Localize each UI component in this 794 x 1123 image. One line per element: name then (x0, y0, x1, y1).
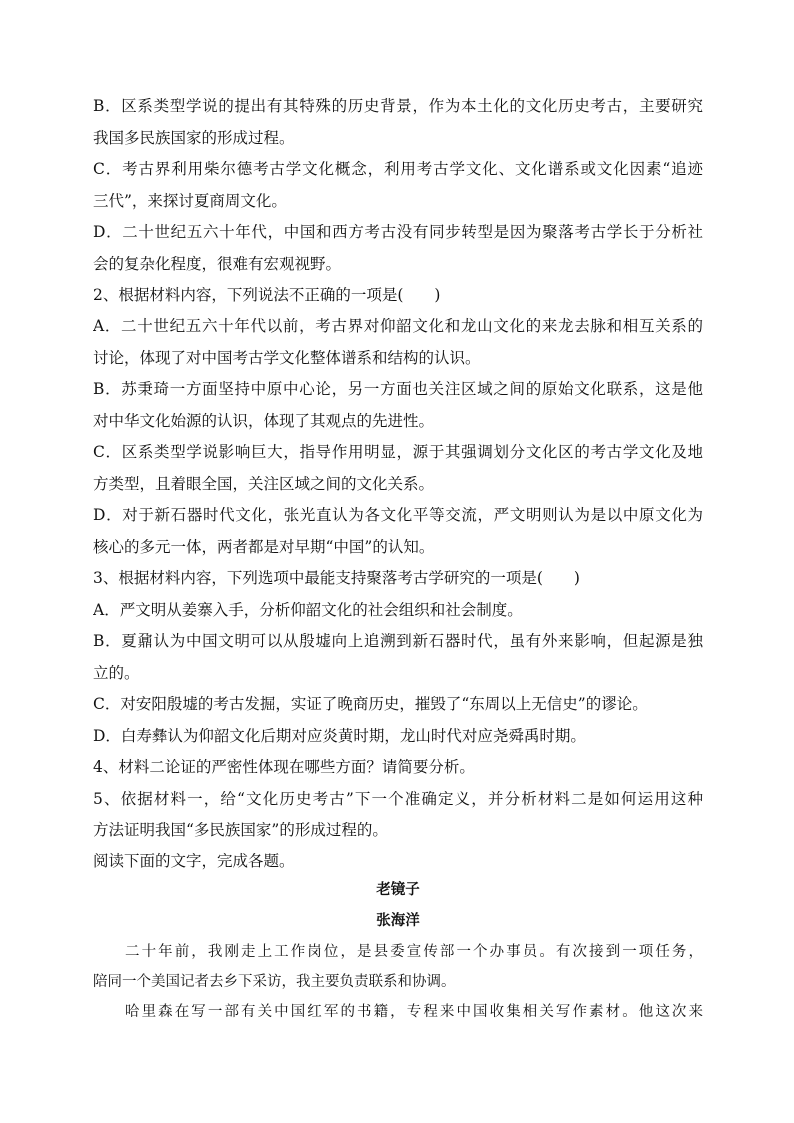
q3-option-d: D．白寿彝认为仰韶文化后期对应炎黄时期，龙山时代对应尧舜禹时期。 (93, 727, 586, 745)
option-d-line-2: 会的复杂化程度，很难有宏观视野。 (93, 255, 342, 273)
q2-option-b-line-1: B．苏秉琦一方面坚持中原中心论，另一方面也关注区域之间的原始文化联系，这是他 (93, 380, 703, 398)
story-author: 张海洋 (376, 913, 420, 929)
q3-option-b-line-2: 立的。 (93, 664, 140, 682)
option-b-line-2: 我国多民族国家的形成过程。 (93, 129, 295, 147)
option-c-line-2: 三代”，来探讨夏商周文化。 (93, 192, 287, 210)
q3-option-a: A．严文明从姜寨入手，分析仰韶文化的社会组织和社会制度。 (93, 601, 523, 619)
reading-instruction: 阅读下面的文字，完成各题。 (93, 852, 295, 870)
q2-option-d-line-2: 核心的多元一体，两者都是对早期“中国”的认知。 (93, 538, 435, 556)
option-b-line-1: B．区系类型学说的提出有其特殊的历史背景，作为本土化的文化历史考古，主要研究 (93, 97, 703, 115)
q2-option-c-line-1: C．区系类型学说影响巨大，指导作用明显，源于其强调划分文化区的考古学文化及地 (93, 443, 703, 461)
question-5-line-1: 5、依据材料一，给“文化历史考古”下一个准确定义，并分析材料二是如何运用这种 (93, 790, 703, 808)
q2-option-c-line-2: 方类型，且着眼全国，关注区域之间的文化关系。 (93, 475, 435, 493)
q2-option-b-line-2: 对中华文化始源的认识，体现了其观点的先进性。 (93, 412, 435, 430)
question-3: 3、根据材料内容，下列选项中最能支持聚落考古学研究的一项是( ) (93, 569, 580, 587)
q2-option-a-line-1: A．二十世纪五六十年代以前，考古界对仰韶文化和龙山文化的来龙去脉和相互关系的 (93, 317, 703, 335)
q3-option-c: C．对安阳殷墟的考古发掘，实证了晚商历史，摧毁了“东周以上无信史”的谬论。 (93, 695, 648, 713)
story-paragraph-1-line-2: 陪同一个美国记者去乡下采访，我主要负责联系和协调。 (93, 974, 456, 990)
q2-option-d-line-1: D．对于新石器时代文化，张光直认为各文化平等交流，严文明则认为是以中原文化为 (93, 506, 703, 524)
q3-option-b-line-1: B．夏鼐认为中国文明可以从殷墟向上追溯到新石器时代，虽有外来影响，但起源是独 (93, 632, 703, 650)
q2-option-a-line-2: 讨论，体现了对中国考古学文化整体谱系和结构的认识。 (93, 349, 481, 367)
option-d-line-1: D．二十世纪五六十年代，中国和西方考古没有同步转型是因为聚落考古学长于分析社 (93, 223, 703, 241)
story-paragraph-1-line-1: 二十年前，我刚走上工作岗位，是县委宣传部一个办事员。有次接到一项任务， (125, 944, 703, 960)
question-5-line-2: 方法证明我国“多民族国家”的形成过程的。 (93, 821, 388, 839)
question-2: 2、根据材料内容，下列说法不正确的一项是( ) (93, 286, 441, 304)
question-4: 4、材料二论证的严密性体现在哪些方面？请简要分析。 (93, 758, 475, 776)
story-paragraph-2-line-1: 哈里森在写一部有关中国红军的书籍，专程来中国收集相关写作素材。他这次来 (125, 1004, 703, 1020)
option-c-line-1: C．考古界利用柴尔德考古学文化概念，利用考古学文化、文化谱系或文化因素“追迹 (93, 160, 703, 178)
story-title: 老镜子 (376, 882, 420, 898)
